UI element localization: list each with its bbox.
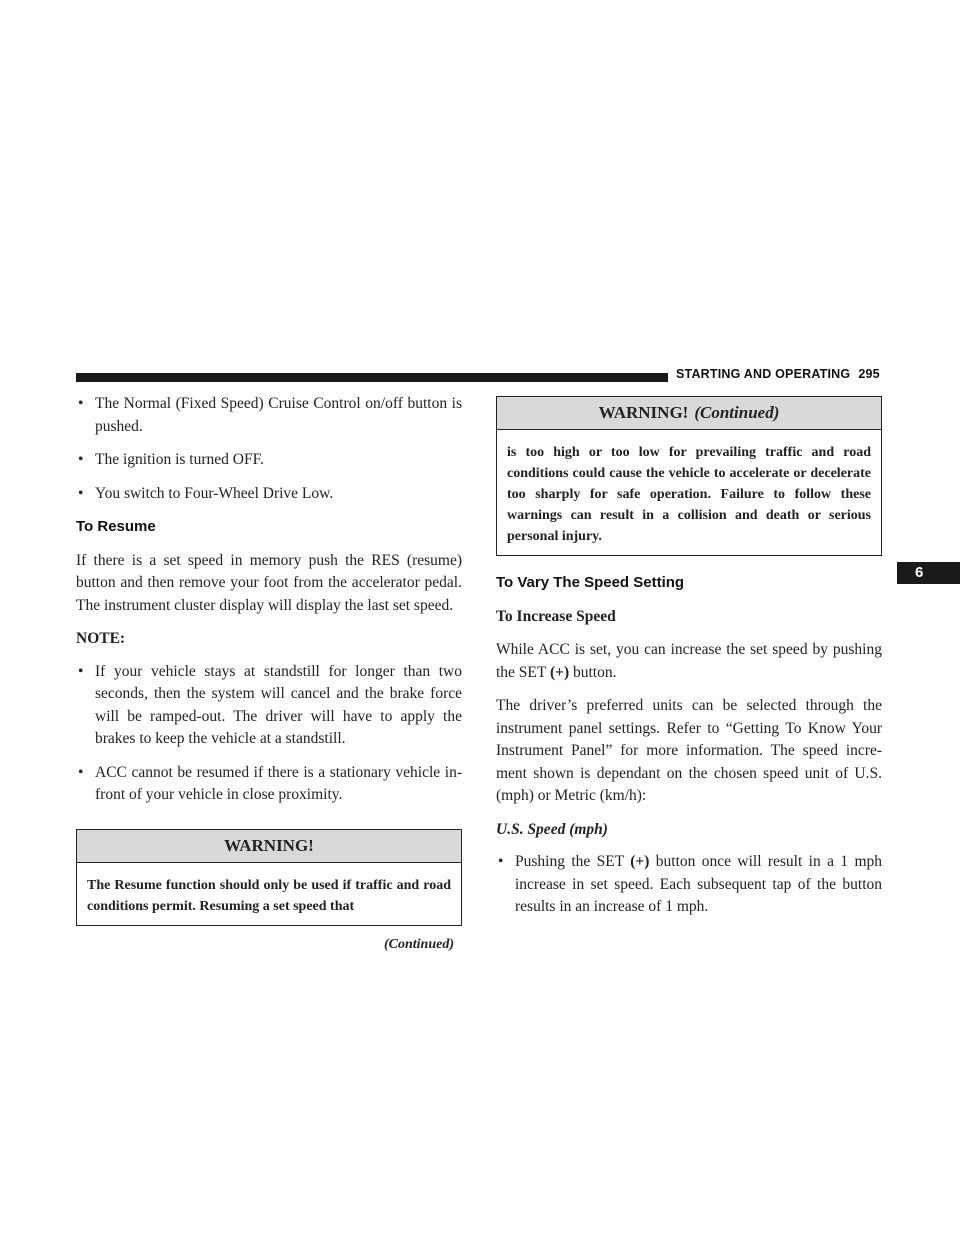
bullet-icon: • [78,763,84,781]
running-header [676,367,880,381]
resume-paragraph: If there is a set speed in memory push the RES (resume) button and then remove your foot from the accelerator pedal. The instrument cluster display will display the last set speed. [76,551,462,614]
warning-title: WARNING! (Continued) [497,397,881,430]
list-item: • You switch to Four-Wheel Drive Low. [76,483,462,506]
units-paragraph: The driver’s preferred units can be selected through the instrument panel settings. Refer to “Getting To Know Your Instrument Panel” for more information. The speed incre- ment shown is dependant on the chosen speed unit of U.S. (mph) or Metric (km/h): [496,697,882,804]
list-item: • The Normal (Fixed Speed) Cruise Control on/off button is pushed. [78,395,462,435]
section-title: STARTING AND OPERATING [676,367,851,381]
left-column [76,393,462,956]
warning-title: WARNING! [77,830,461,863]
bullet-icon: • [78,451,84,468]
bullet-icon: • [498,853,504,870]
bullet-icon: • [78,484,84,502]
warning-box [76,829,462,926]
page-number: 295 [858,367,880,381]
note-label: NOTE: [76,630,126,647]
subheading-us-speed: U.S. Speed (mph) [496,820,608,838]
list-item: • If your vehicle stays at standstill for longer than two seconds, then the system will cancel and the brake force will be ramped-out. The driver will have to apply the brakes to keep the vehicle at a standstill. [78,662,462,747]
increase-paragraph: While ACC is set, you can increase the set speed by pushing the SET (+) button. [496,641,882,681]
warning-text: is too high or too low for prevailing traffic and road conditions could cause the vehicle to accelerate or decelerate too sharply for safe operation. Failure to follow these warnings can result in a collision and death or serious personal injury. [507,445,871,544]
subheading-increase-speed: To Increase Speed [496,607,616,625]
list-item: • The ignition is turned OFF. [76,449,462,472]
list-item: • Pushing the SET (+) button once will result in a 1 mph increase in set speed. Each subsequent tap of the button results in an increase of 1 mph. [498,853,882,915]
right-column [496,396,882,930]
warning-box-continued [496,396,882,556]
warning-text: The Resume function should only be used if traffic and road conditions permit. Resuming a set speed that [87,877,451,914]
section-heading-resume: To Resume [76,518,156,535]
section-heading-vary-speed: To Vary The Speed Setting [496,574,685,591]
continued-label: (Continued) [383,936,454,952]
header-rule [76,373,668,382]
chapter-tab[interactable]: 6 [897,562,960,584]
list-item: • ACC cannot be resumed if there is a stationary vehicle in-front of your vehicle in close proximity. [78,763,462,803]
bullet-icon: • [78,662,84,680]
bullet-icon: • [78,395,84,412]
